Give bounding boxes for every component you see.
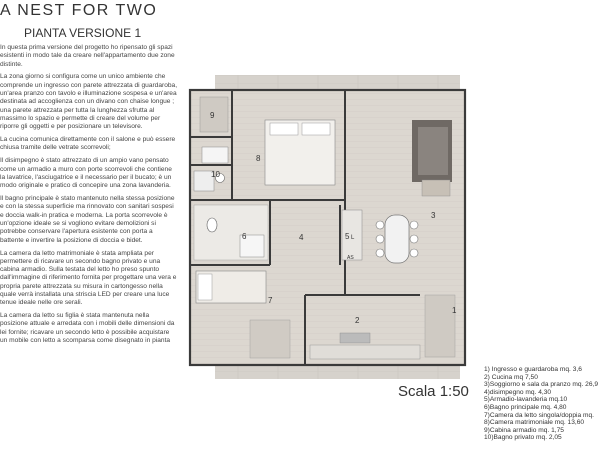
room-label-1: 1 bbox=[452, 306, 457, 315]
room-label-7: 7 bbox=[268, 296, 273, 305]
entrance-wardrobe bbox=[425, 295, 455, 357]
description-paragraph: La zona giorno si configura come un unico ambiente che comprende un ingresso con parete attrezzata di guardaroba, un'area pranzo con tavolo e illuminazione sospesa e un'area destinata ad accoglienza con un divano con chaise longue ; una parete attrezzata per tutta la lunghezza sfrutta al massimo lo spazio e permette di creare del volume per riporre gli oggetti e per posizionare un televisore. bbox=[0, 73, 178, 131]
dining-table bbox=[376, 215, 418, 263]
floor-plan bbox=[180, 75, 480, 380]
legend-item: 10)Bagno privato mq. 2,05 bbox=[484, 434, 562, 442]
room-legend bbox=[484, 366, 598, 442]
legend-item: 9)Cabina armadio mq. 1,75 bbox=[484, 426, 564, 434]
description-paragraph: La camera da letto matrimoniale è stata ampliata per permettere di ricavare un secondo bagno privato e una cabina armadio. Sulla testata del letto ho preso spunto dall'immagine di riferimento fornita per progettare una vera e propria parete attrezzata su misura in cartongesso nella quale verrà installata una striscia LED per creare una luce tenue ideale nelle ore serali. bbox=[0, 249, 177, 307]
legend-item: 6)Bagno principale mq. 4,80 bbox=[484, 403, 567, 411]
coffee-table bbox=[422, 180, 450, 196]
desk bbox=[250, 320, 290, 358]
room-label-3: 3 bbox=[431, 211, 436, 220]
legend-item: 2) Cucina mq 7,50 bbox=[484, 373, 538, 381]
room-label-9: 9 bbox=[210, 111, 215, 120]
page-subtitle: PIANTA VERSIONE 1 bbox=[24, 26, 142, 40]
room-label-2: 2 bbox=[355, 316, 360, 325]
description-paragraph: In questa prima versione del progetto ho ripensato gli spazi esistenti in modo tale da creare nell'appartamento due zone distinte. bbox=[0, 44, 175, 68]
double-bed bbox=[265, 120, 335, 185]
description-paragraph: La cucina comunica direttamente con il salone e può essere chiusa tramite delle vetrate scorrevoli; bbox=[0, 136, 176, 152]
room-label-l: L bbox=[351, 235, 355, 241]
description-paragraph: Il bagno principale è stato mantenuto nella stessa posizione e con la stessa superficie ma rinnovato con sanitari sospesi e doccia walk-in pratica e moderna. La porta scorrevole è un'opzione ideale se si vogliono evitare demolizioni si potrebbe conservare l'apertura esistente con porta a battente e invertire la posizione di doccia e bidet. bbox=[0, 195, 175, 244]
legend-item: 3)Soggiorno e sala da pranzo mq. 26,9 bbox=[484, 381, 598, 389]
room-label-as: AS bbox=[347, 255, 354, 261]
page-title: A NEST FOR TWO bbox=[0, 2, 158, 19]
main-bathroom bbox=[194, 205, 268, 260]
legend-item: 1) Ingresso e guardaroba mq. 3,6 bbox=[484, 366, 582, 373]
legend-item: 4)disimpegno mq. 4,30 bbox=[484, 388, 552, 396]
room-label-10: 10 bbox=[211, 170, 220, 179]
description-paragraph: Il disimpegno è stato attrezzato di un ampio vano pensato come un armadio a muro con porte scorrevoli che contiene la lavatrice, l'asciugatrice e il necessario per il bucato; è un modo originale e pratico di concepire una zona lavanderia. bbox=[0, 157, 172, 190]
room-label-5: 5 bbox=[345, 232, 350, 241]
room-label-4: 4 bbox=[299, 233, 304, 242]
description-paragraph: La camera da letto su figlia è stata mantenuta nella posizione attuale e arredata con i mobili delle dimensioni da lei fornite; ricavare un secondo letto è possibile acquistare un mobile con letto a scomparsa come disegnato in pianta bbox=[0, 312, 175, 345]
single-bed bbox=[196, 271, 266, 303]
room-label-6: 6 bbox=[242, 232, 247, 241]
legend-item: 8)Camera matrimoniale mq. 13,60 bbox=[484, 419, 585, 427]
legend-item: 7)Camera da letto singola/doppia mq. bbox=[484, 411, 594, 419]
project-description bbox=[0, 44, 178, 350]
sofa bbox=[412, 120, 452, 182]
room-label-8: 8 bbox=[256, 154, 261, 163]
legend-item: 5)Armadio-lavanderia mq.10 bbox=[484, 396, 568, 404]
scale-label: Scala 1:50 bbox=[398, 383, 469, 400]
